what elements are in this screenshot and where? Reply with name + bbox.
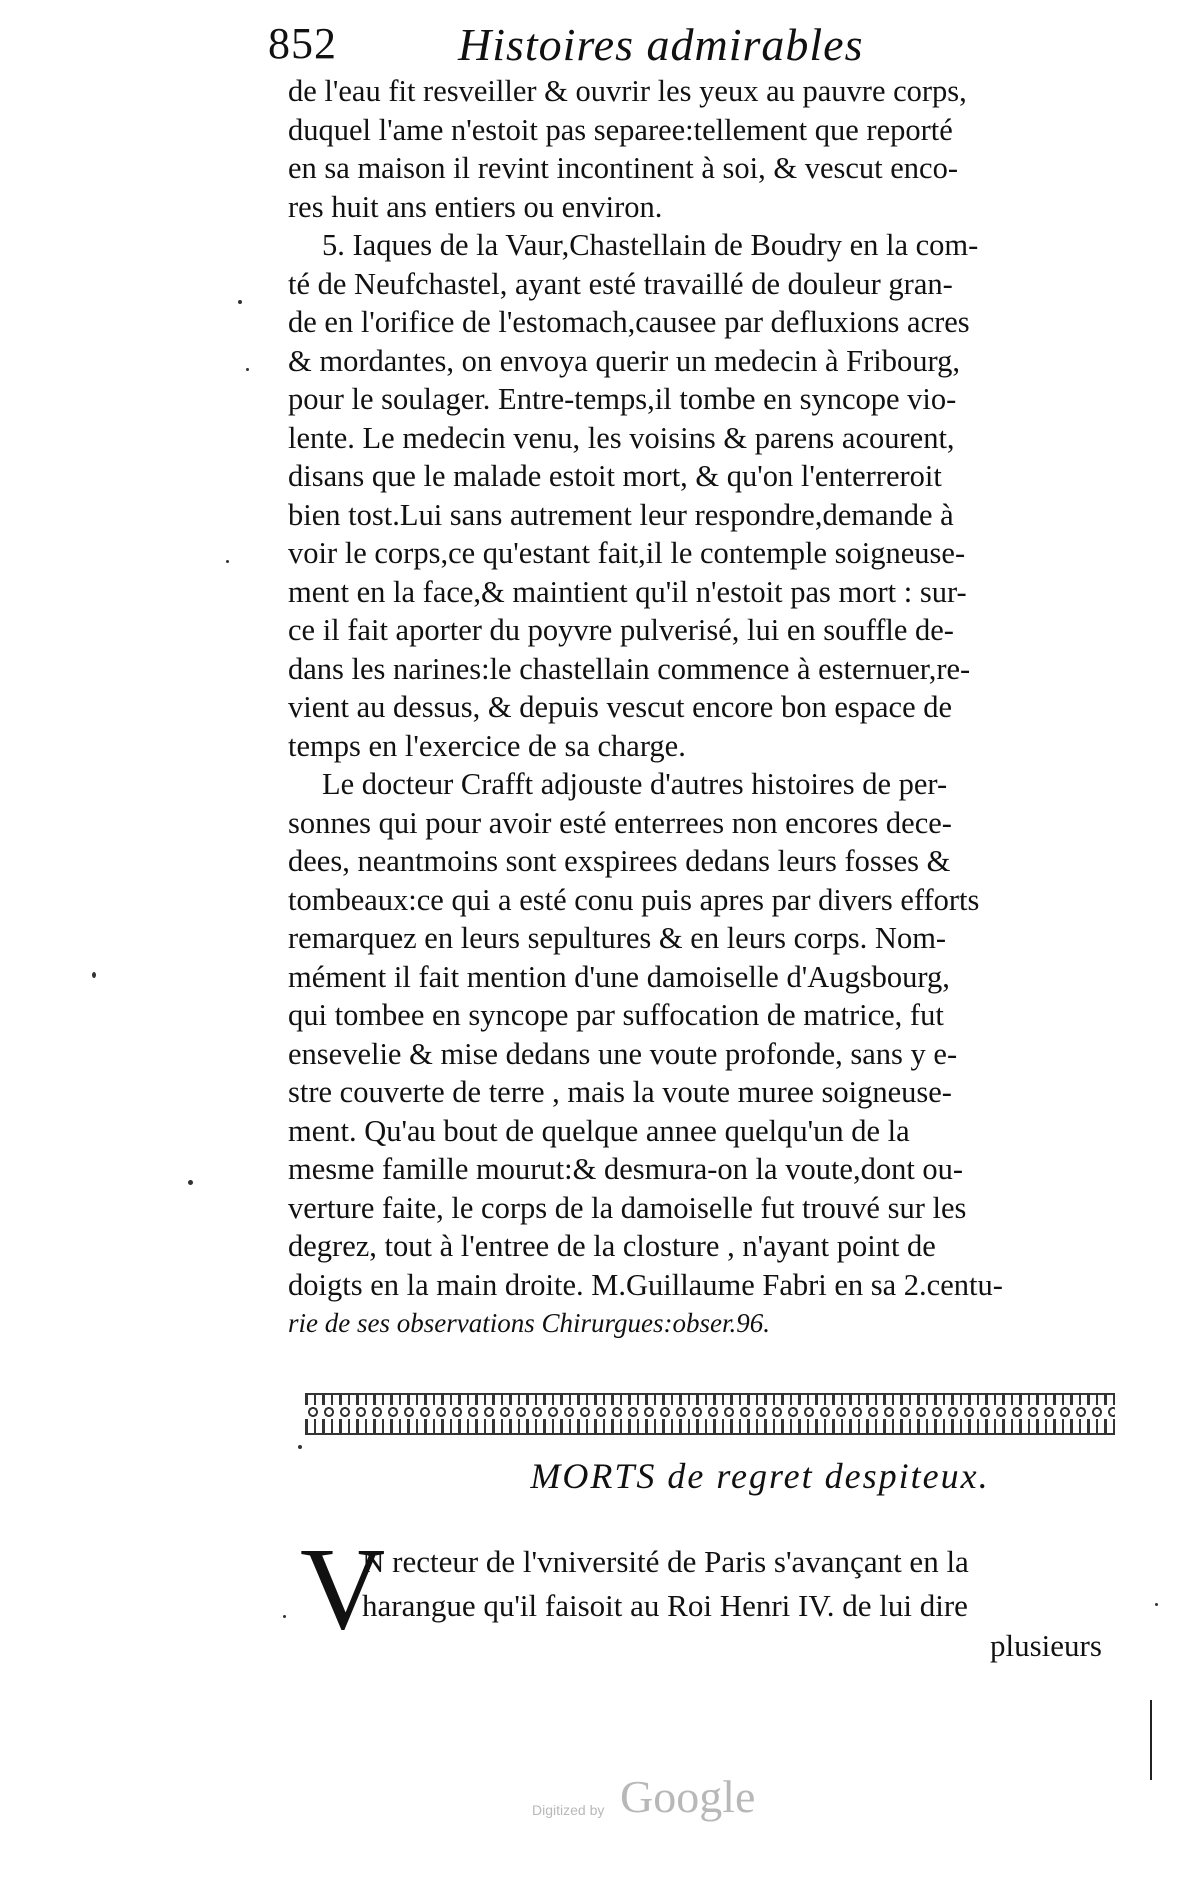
text-line: vient au dessus, & depuis vescut encore bon espace de xyxy=(288,690,953,724)
text-line: res huit ans entiers ou environ. xyxy=(288,189,663,224)
body-text xyxy=(288,72,1118,1343)
google-logo: Google xyxy=(620,1771,756,1822)
text-line: temps en l'exercice de sa charge. xyxy=(288,728,686,763)
text-line: N recteur de l'vniversité de Paris s'avançant en la xyxy=(362,1544,969,1579)
text-line: degrez, tout à l'entree de la closture , n'ayant point de xyxy=(288,1229,936,1263)
text-line: 5. Iaques de la Vaur,Chastellain de Boudry en la com- xyxy=(322,228,979,262)
text-line: doigts en la main droite. M.Guillaume Fabri en sa 2.centu- xyxy=(288,1267,1003,1302)
text-line: de l'eau fit resveiller & ouvrir les yeux au pauvre corps, xyxy=(288,74,967,108)
section-text xyxy=(362,1540,1122,1628)
drop-cap: V xyxy=(300,1523,386,1654)
text-line: mément il fait mention d'une damoiselle d'Augsbourg, xyxy=(288,959,950,994)
page-number: 852 xyxy=(268,19,337,68)
speck xyxy=(246,368,249,371)
running-head: Histoires admirables xyxy=(458,19,864,70)
section-title: MORTS de regret despiteux. xyxy=(530,1456,990,1496)
text-line: tombeaux:ce qui a esté conu puis apres par divers efforts xyxy=(288,882,980,917)
text-line: duquel l'ame n'estoit pas separee:tellement que reporté xyxy=(288,112,953,147)
watermark-prefix: Digitized by xyxy=(532,1802,605,1818)
text-line: stre couverte de terre , mais la voute muree soigneuse- xyxy=(288,1075,952,1109)
text-line: té de Neufchastel, ayant esté travaillé de douleur gran- xyxy=(288,266,953,301)
text-line: qui tombee en syncope par suffocation de matrice, fut xyxy=(288,998,944,1032)
text-line: harangue qu'il faisoit au Roi Henri IV. de lui dire xyxy=(362,1588,968,1623)
text-line: sonnes qui pour avoir esté enterrees non encores dece- xyxy=(288,805,952,840)
text-line: ment. Qu'au bout de quelque annee quelqu'un de la xyxy=(288,1113,910,1148)
speck xyxy=(188,1180,193,1185)
text-line: ment en la face,& maintient qu'il n'estoit pas mort : sur- xyxy=(288,574,967,609)
speck xyxy=(1155,1603,1158,1606)
speck xyxy=(238,300,242,304)
page-header xyxy=(268,14,1128,74)
speck xyxy=(92,972,96,978)
text-line: ensevelie & mise dedans une voute profonde, sans y e- xyxy=(288,1036,958,1071)
ornament-pattern xyxy=(305,1405,1115,1419)
text-line: voir le corps,ce qu'estant fait,il le contemple soigneuse- xyxy=(288,536,966,570)
speck xyxy=(226,560,229,563)
text-line: dees, neantmoins sont exspirees dedans leurs fosses & xyxy=(288,844,951,878)
text-line: lente. Le medecin venu, les voisins & parens acourent, xyxy=(288,420,955,455)
text-line: en sa maison il revint incontinent à soi, & vescut enco- xyxy=(288,151,958,185)
digitized-watermark xyxy=(532,1770,852,1830)
page-edge-mark xyxy=(1150,1700,1152,1780)
text-line: Le docteur Crafft adjouste d'autres histoires de per- xyxy=(322,767,948,801)
citation-line: rie de ses observations Chirurgues:obser.96. xyxy=(288,1308,770,1338)
text-line: mesme famille mourut:& desmura-on la voute,dont ou- xyxy=(288,1152,964,1186)
text-line: remarquez en leurs sepultures & en leurs corps. Nom- xyxy=(288,921,947,955)
ornamental-border xyxy=(305,1393,1115,1435)
text-line: de en l'orifice de l'estomach,causee par defluxions acres xyxy=(288,305,970,339)
text-line: ce il fait aporter du poyvre pulverisé, lui en souffle de- xyxy=(288,613,954,647)
text-line: disans que le malade estoit mort, & qu'on l'enterreroit xyxy=(288,459,942,493)
catchword: plusieurs xyxy=(990,1628,1102,1663)
text-line: verture faite, le corps de la damoiselle fut trouvé sur les xyxy=(288,1190,967,1225)
text-line: pour le soulager. Entre-temps,il tombe en syncope vio- xyxy=(288,382,957,416)
text-line: & mordantes, on envoya querir un medecin à Fribourg, xyxy=(288,343,960,378)
speck xyxy=(298,1445,302,1449)
text-line: dans les narines:le chastellain commence à esternuer,re- xyxy=(288,651,971,686)
speck xyxy=(283,1615,286,1618)
text-line: bien tost.Lui sans autrement leur respondre,demande à xyxy=(288,497,954,532)
